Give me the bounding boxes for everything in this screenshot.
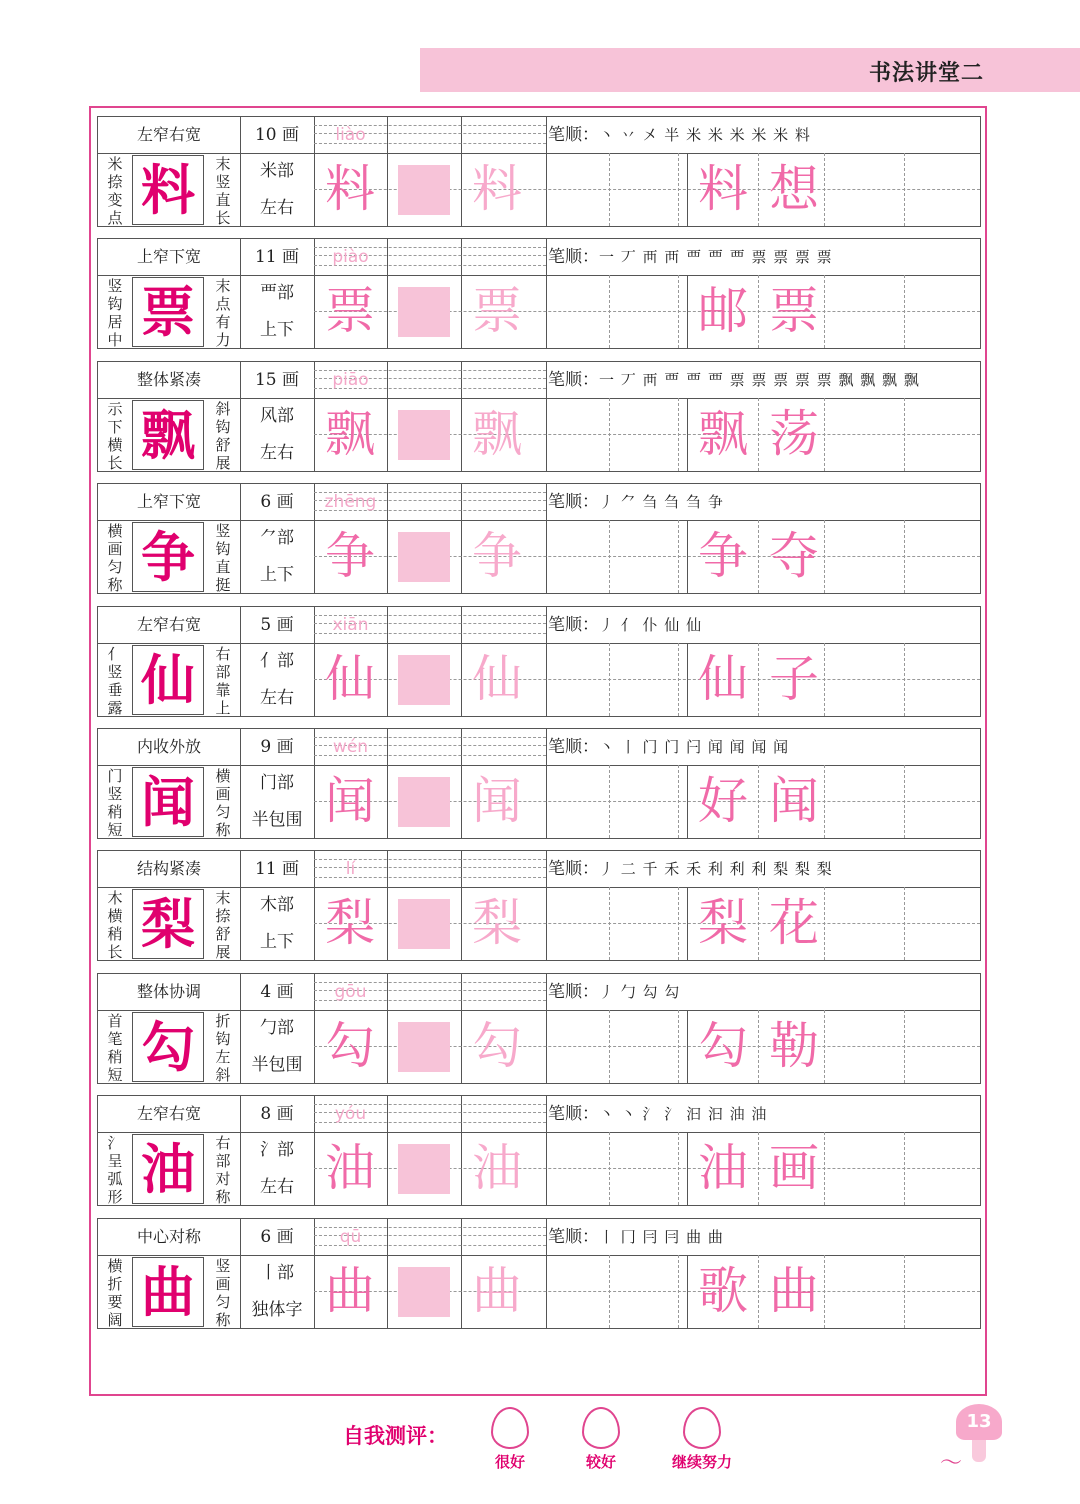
model-char-box — [132, 400, 204, 470]
stroke-order — [546, 974, 982, 1010]
model-char-box — [132, 522, 204, 592]
trace-char: 油 — [325, 1139, 375, 1198]
pinyin-text: qū — [339, 1226, 362, 1247]
stroke-order-sequence: 丨 冂 冃 冃 曲 曲 — [599, 1227, 724, 1246]
radical-label: 门部 — [260, 773, 294, 793]
stroke-order-sequence: 丿 二 千 禾 禾 利 利 利 梨 梨 梨 — [599, 860, 833, 879]
row-divider — [98, 153, 980, 154]
pinyin-text: wén — [332, 737, 369, 757]
layout-label: 半包围 — [251, 1054, 303, 1075]
model-char: 曲 — [141, 1259, 195, 1324]
smiley-drop-icon — [582, 1407, 620, 1449]
pinyin-text: liào — [335, 125, 366, 145]
char-row — [97, 238, 981, 349]
pinyin-text: gōu — [334, 981, 367, 1002]
structure-shape-icon — [398, 1267, 450, 1317]
radical-label: 勹部 — [260, 1017, 294, 1038]
word-char: 歌 — [698, 1261, 748, 1320]
model-char: 勾 — [141, 1014, 195, 1079]
smiley-drop-icon — [491, 1407, 529, 1449]
stroke-order-label: 笔顺： — [548, 369, 599, 390]
self-evaluation-label: 自我测评： — [343, 1424, 448, 1448]
structure-shape-icon — [398, 165, 450, 215]
model-char-box — [132, 767, 204, 837]
layout-label: 上下 — [260, 932, 294, 953]
pinyin-text: xiān — [332, 614, 369, 635]
structure-shape-icon — [398, 655, 450, 705]
structure-shape-icon — [398, 410, 450, 460]
structure-label: 上窄下宽 — [136, 247, 201, 267]
char-row — [97, 606, 981, 717]
layout-label: 左右 — [260, 687, 294, 708]
stroke-count: 4 画 — [260, 981, 294, 1002]
stroke-order-label: 笔顺： — [548, 247, 599, 268]
left-tip-text: 木横稍长 — [107, 889, 123, 962]
stroke-order-sequence: 丶 丷 㐅 半 米 米 米 米 米 料 — [599, 126, 811, 144]
row-divider — [98, 520, 980, 521]
left-tip-text: 示下横长 — [107, 399, 123, 472]
trace-char: 曲 — [325, 1261, 375, 1320]
right-tip-text: 竖画匀称 — [215, 1256, 231, 1329]
pinyin-text: piāo — [332, 369, 369, 390]
trace-char: 票 — [325, 282, 375, 341]
layout-label: 左右 — [260, 442, 294, 463]
structure-shape-icon — [398, 532, 450, 582]
stroke-count: 6 画 — [260, 492, 294, 513]
word-char: 争 — [698, 527, 748, 586]
stroke-order — [546, 851, 982, 887]
model-char: 梨 — [141, 892, 195, 957]
right-tip-text: 右部对称 — [215, 1134, 231, 1207]
stroke-order — [546, 729, 982, 765]
radical-label: 亻部 — [260, 650, 294, 671]
radical-label: 米部 — [260, 161, 294, 181]
model-char-box — [132, 1134, 204, 1204]
model-char-box — [132, 277, 204, 347]
right-tip-text: 横画匀称 — [215, 767, 231, 839]
page-title: 书法讲堂二 — [868, 61, 984, 86]
radical-label: ⺈部 — [260, 528, 294, 549]
stroke-order-sequence: 丶 丨 门 门 闩 闻 闻 闻 闻 — [599, 738, 790, 756]
model-char-box — [132, 1257, 204, 1327]
model-char-box — [132, 889, 204, 959]
word-char: 梨 — [698, 894, 748, 953]
stroke-order — [546, 484, 982, 520]
copy-char: 曲 — [472, 1261, 522, 1320]
stroke-order-label: 笔顺： — [548, 859, 599, 880]
radical-label: 覀部 — [260, 283, 294, 304]
structure-label: 左窄右宽 — [136, 1104, 201, 1124]
stroke-count: 6 画 — [260, 1226, 294, 1247]
stroke-order-label: 笔顺： — [548, 1104, 599, 1125]
pinyin-text: zhēng — [324, 492, 377, 513]
pinyin-text: piào — [332, 247, 369, 268]
stroke-count: 15 画 — [254, 369, 300, 390]
model-char: 争 — [141, 525, 195, 590]
trace-char: 料 — [325, 160, 375, 218]
char-row — [97, 361, 981, 472]
mushroom-stem-icon — [972, 1438, 986, 1462]
char-row — [97, 1095, 981, 1206]
stroke-count: 11 画 — [254, 247, 300, 268]
stroke-order-label: 笔顺： — [548, 614, 599, 635]
char-row — [97, 728, 981, 839]
word-char: 票 — [769, 282, 819, 341]
stroke-count: 8 画 — [260, 1104, 294, 1125]
word-char: 好 — [698, 772, 748, 830]
stroke-order — [546, 1219, 982, 1255]
layout-label: 上下 — [260, 320, 294, 341]
header-banner — [420, 48, 1080, 92]
word-char: 闻 — [769, 772, 819, 830]
right-tip-text: 末竖直长 — [215, 155, 231, 227]
left-tip-text: 亻竖垂露 — [107, 644, 123, 717]
char-row — [97, 1218, 981, 1329]
smiley-drop-icon — [683, 1407, 721, 1449]
structure-shape-icon — [398, 899, 450, 949]
model-char: 闻 — [141, 770, 195, 834]
stroke-count: 9 画 — [260, 737, 294, 757]
structure-label: 中心对称 — [136, 1226, 201, 1246]
word-char: 曲 — [769, 1261, 819, 1320]
trace-char: 闻 — [325, 772, 375, 830]
word-char: 飘 — [698, 404, 748, 463]
row-divider — [98, 275, 980, 276]
stroke-order-label: 笔顺： — [548, 737, 599, 757]
model-char: 料 — [141, 158, 195, 222]
stroke-order-sequence: 丿 勹 勾 勾 — [599, 982, 681, 1001]
copy-char: 闻 — [472, 772, 522, 830]
stroke-order — [546, 362, 982, 398]
copy-char: 飘 — [472, 404, 522, 463]
structure-label: 结构紧凑 — [136, 859, 201, 879]
copy-char: 勾 — [472, 1016, 522, 1075]
word-char: 仙 — [698, 649, 748, 708]
left-tip-text: 首笔稍短 — [107, 1011, 123, 1084]
right-tip-text: 末点有力 — [215, 277, 231, 350]
right-tip-text: 斜钩舒展 — [215, 399, 231, 472]
row-divider — [98, 1010, 980, 1011]
stroke-order-label: 笔顺： — [548, 125, 599, 145]
eval-option-fair[interactable]: 较好 — [566, 1407, 636, 1472]
row-divider — [98, 1255, 980, 1256]
structure-label: 左窄右宽 — [136, 614, 201, 634]
copy-char: 油 — [472, 1139, 522, 1198]
pinyin-text: yóu — [334, 1104, 367, 1125]
copy-char: 仙 — [472, 649, 522, 708]
stroke-order-sequence: 丿 亻 仆 仙 仙 — [599, 615, 703, 634]
left-tip-text: 门竖稍短 — [107, 767, 123, 839]
radical-label: 氵部 — [260, 1140, 294, 1161]
layout-label: 独体字 — [251, 1299, 303, 1320]
radical-label: 木部 — [260, 895, 294, 916]
right-tip-text: 末捺舒展 — [215, 889, 231, 962]
left-tip-text: 氵呈弧形 — [107, 1134, 123, 1207]
stroke-count: 5 画 — [260, 614, 294, 635]
eval-option-keep-trying[interactable]: 继续努力 — [667, 1407, 737, 1472]
word-char: 荡 — [769, 404, 819, 463]
left-tip-text: 竖钩居中 — [107, 277, 123, 350]
model-char: 飘 — [141, 402, 195, 467]
stroke-order-label: 笔顺： — [548, 981, 599, 1002]
trace-char: 飘 — [325, 404, 375, 463]
structure-label: 左窄右宽 — [136, 125, 201, 144]
word-char: 夺 — [769, 527, 819, 586]
squiggle-icon: 〜 — [940, 1451, 963, 1476]
row-divider — [98, 887, 980, 888]
stroke-order — [546, 607, 982, 643]
row-divider — [98, 643, 980, 644]
trace-char: 争 — [325, 527, 375, 586]
structure-shape-icon — [398, 1144, 450, 1194]
page-number: 13 — [956, 1404, 1002, 1440]
left-tip-text: 横画匀称 — [107, 522, 123, 595]
model-char: 油 — [141, 1137, 195, 1202]
copy-char: 料 — [472, 160, 522, 218]
row-divider — [98, 1132, 980, 1133]
stroke-order-label: 笔顺： — [548, 492, 599, 513]
stroke-order-sequence: 丿 ⺈ 刍 刍 刍 争 — [599, 493, 724, 512]
pinyin-text: lí — [345, 859, 356, 880]
structure-shape-icon — [398, 287, 450, 337]
word-char: 邮 — [698, 282, 748, 341]
word-char: 子 — [769, 649, 819, 708]
word-char: 想 — [769, 160, 819, 218]
stroke-order-sequence: 丶 丶 氵 氵 汩 汩 油 油 — [599, 1105, 768, 1124]
stroke-order — [546, 1096, 982, 1132]
stroke-order-sequence: 一 丆 襾 覀 覀 覀 票 票 票 票 票 飘 飘 飘 飘 — [599, 370, 920, 389]
trace-char: 勾 — [325, 1016, 375, 1075]
stroke-order-sequence: 一 丆 襾 襾 覀 覀 覀 票 票 票 票 — [599, 248, 833, 267]
trace-char: 仙 — [325, 649, 375, 708]
right-tip-text: 右部靠上 — [215, 644, 231, 717]
layout-label: 半包围 — [251, 810, 303, 830]
structure-shape-icon — [398, 1022, 450, 1072]
stroke-count: 10 画 — [254, 125, 300, 145]
model-char: 票 — [141, 280, 195, 345]
row-divider — [98, 398, 980, 399]
stroke-order-label: 笔顺： — [548, 1226, 599, 1247]
word-char: 花 — [769, 894, 819, 953]
right-tip-text: 折钩左斜 — [215, 1011, 231, 1084]
eval-option-good[interactable]: 很好 — [475, 1407, 545, 1472]
stroke-order — [546, 117, 982, 153]
copy-char: 梨 — [472, 894, 522, 953]
word-char: 油 — [698, 1139, 748, 1198]
char-row — [97, 116, 981, 227]
word-char: 画 — [769, 1139, 819, 1198]
structure-label: 上窄下宽 — [136, 492, 201, 512]
char-row — [97, 973, 981, 1084]
stroke-order — [546, 239, 982, 275]
model-char: 仙 — [141, 647, 195, 712]
layout-label: 左右 — [260, 198, 294, 218]
left-tip-text: 米捺变点 — [107, 155, 123, 227]
char-row — [97, 850, 981, 961]
radical-label: 丨部 — [260, 1262, 294, 1283]
structure-shape-icon — [398, 777, 450, 827]
word-char: 勾 — [698, 1016, 748, 1075]
row-divider — [98, 765, 980, 766]
word-char: 料 — [698, 160, 748, 218]
word-char: 勒 — [769, 1016, 819, 1075]
structure-label: 内收外放 — [136, 737, 201, 756]
radical-label: 风部 — [260, 405, 294, 426]
right-tip-text: 竖钩直挺 — [215, 522, 231, 595]
char-row — [97, 483, 981, 594]
trace-char: 梨 — [325, 894, 375, 953]
model-char-box — [132, 645, 204, 715]
structure-label: 整体紧凑 — [136, 369, 201, 389]
layout-label: 上下 — [260, 565, 294, 586]
layout-label: 左右 — [260, 1177, 294, 1198]
copy-char: 争 — [472, 527, 522, 586]
copy-char: 票 — [472, 282, 522, 341]
left-tip-text: 横折要阔 — [107, 1256, 123, 1329]
model-char-box — [132, 1012, 204, 1082]
structure-label: 整体协调 — [136, 981, 201, 1001]
stroke-count: 11 画 — [254, 859, 300, 880]
model-char-box — [132, 155, 204, 225]
